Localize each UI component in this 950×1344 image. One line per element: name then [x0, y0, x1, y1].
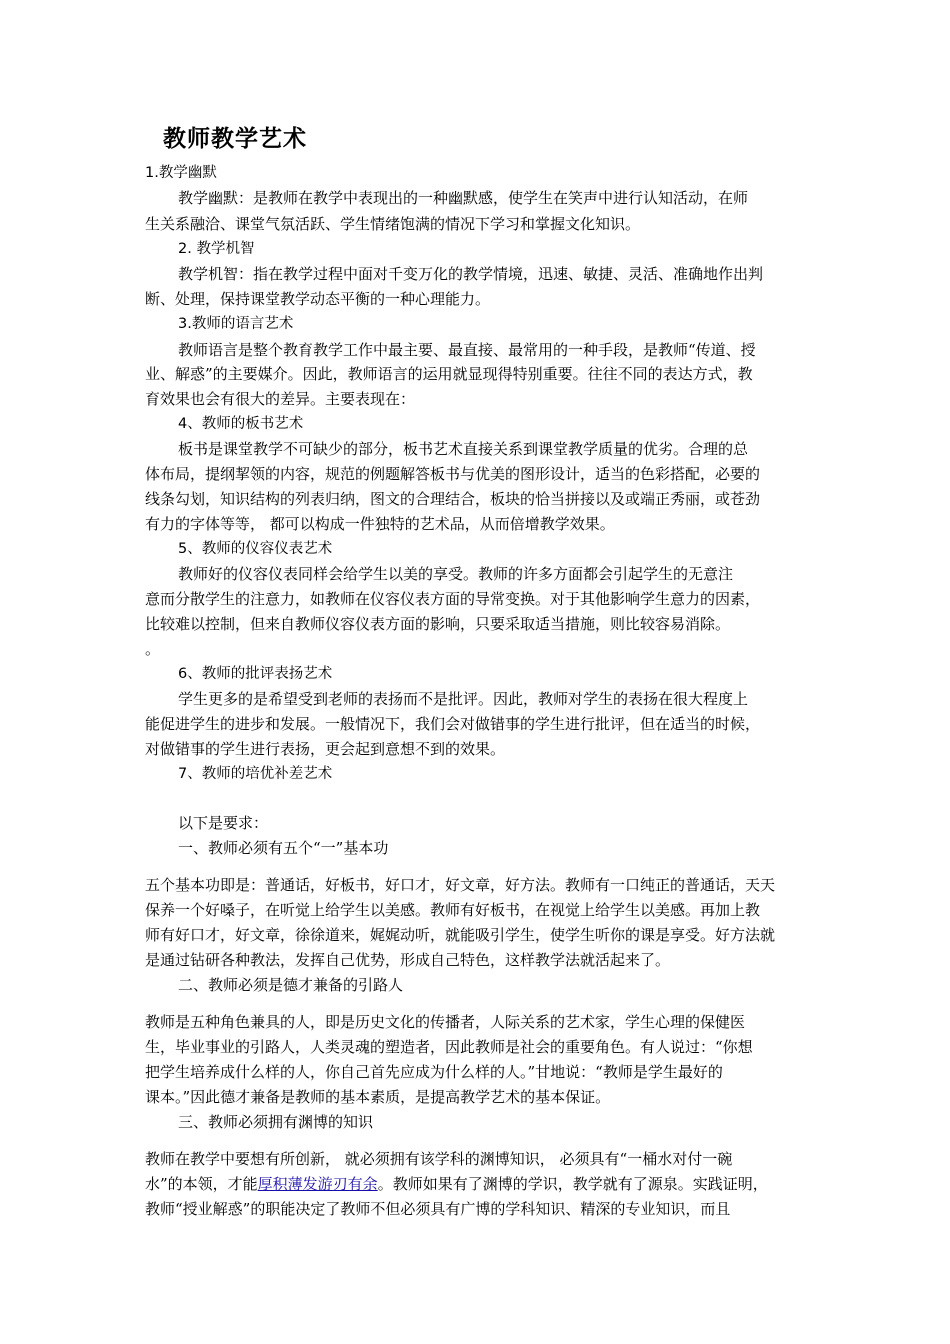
section-heading: 三、教师必须拥有渊博的知识	[178, 1113, 374, 1131]
paragraph-line: 教学机智：指在教学过程中面对千变万化的教学情境，迅速、敏捷、灵活、准确地作出判	[178, 265, 764, 283]
paragraph-line: 师有好口才，好文章，徐徐道来，娓娓动听，就能吸引学生，使学生听你的课是享受。好方法就	[145, 926, 776, 944]
paragraph-line: 教师在教学中要想有所创新， 就必须拥有该学科的渊博知识， 必须具有“一桶水对付一碗	[145, 1150, 733, 1168]
paragraph-line: 线条勾划，知识结构的列表归纳，图文的合理结合，板块的恰当拼接以及或端正秀丽，或苍劲	[145, 490, 761, 508]
paragraph-line: 生关系融洽、课堂气氛活跃、学生情绪饱满的情况下学习和掌握文化知识。	[145, 215, 641, 233]
paragraph-line: 板书是课堂教学不可缺少的部分，板书艺术直接关系到课堂教学质量的优劣。合理的总	[178, 440, 749, 458]
paragraph-line: 以下是要求：	[178, 814, 269, 832]
paragraph-line: 是通过钻研各种教法，发挥自己优势，形成自己特色，这样教学法就活起来了。	[145, 951, 671, 969]
paragraph-line: 有力的字体等等， 都可以构成一件独特的艺术品，从而倍增教学效果。	[145, 515, 615, 533]
paragraph-line: 育效果也会有很大的差异。主要表现在：	[145, 390, 416, 408]
document-title: 教师教学艺术	[163, 126, 307, 152]
paragraph-line: 教师是五种角色兼具的人，即是历史文化的传播者，人际关系的艺术家，学生心理的保健医	[145, 1013, 746, 1031]
paragraph-line: 保养一个好嗓子，在听觉上给学生以美感。教师有好板书，在视觉上给学生以美感。再加上教	[145, 901, 761, 919]
paragraph-line	[145, 1172, 768, 1196]
paragraph-line: 对做错事的学生进行表扬，更会起到意想不到的效果。	[145, 740, 506, 758]
paragraph-line: 学生更多的是希望受到老师的表扬而不是批评。因此，教师对学生的表扬在很大程度上	[178, 690, 749, 708]
paragraph-line: 体布局，提纲挈领的内容，规范的例题解答板书与优美的图形设计，适当的色彩搭配，必要的	[145, 465, 761, 483]
paragraph-line: 。	[145, 640, 161, 658]
paragraph-line: 五个基本功即是：普通话，好板书，好口才，好文章，好方法。教师有一口纯正的普通话，天天	[145, 876, 776, 894]
section-heading: 4、教师的板书艺术	[178, 416, 304, 432]
paragraph-line: 课本。”因此德才兼备是教师的基本素质，是提高教学艺术的基本保证。	[145, 1088, 611, 1106]
paragraph-line: 教师“授业解惑”的职能决定了教师不但必须具有广博的学科知识、精深的专业知识，而且	[145, 1200, 731, 1218]
paragraph-line: 生，毕业事业的引路人，人类灵魂的塑造者，因此教师是社会的重要角色。有人说过：“你想	[145, 1038, 753, 1056]
section-heading: 5、教师的仪容仪表艺术	[178, 541, 333, 557]
paragraph-line: 断、处理，保持课堂教学动态平衡的一种心理能力。	[145, 290, 491, 308]
hyperlink[interactable]: 厚积薄发游刃有余	[257, 1175, 378, 1193]
section-heading: 二、教师必须是德才兼备的引路人	[178, 976, 404, 994]
text-span: 。教师如果有了渊博的学识，教学就有了源泉。实践证明，	[377, 1175, 768, 1193]
paragraph-line: 把学生培养成什么样的人，你自己首先应成为什么样的人。”甘地说：“教师是学生最好的	[145, 1063, 723, 1081]
paragraph-line: 教师语言是整个教育教学工作中最主要、最直接、最常用的一种手段，是教师“传道、授	[178, 341, 756, 359]
paragraph-line: 能促进学生的进步和发展。一般情况下，我们会对做错事的学生进行批评，但在适当的时候，	[145, 715, 761, 733]
paragraph-line: 教学幽默：是教师在教学中表现出的一种幽默感，使学生在笑声中进行认知活动，在师	[178, 189, 749, 207]
section-heading: 3.教师的语言艺术	[178, 316, 294, 332]
paragraph-line: 意而分散学生的注意力，如教师在仪容仪表方面的导常变换。对于其他影响学生意力的因素，	[145, 590, 761, 608]
paragraph-line: 比较难以控制，但来自教师仪容仪表方面的影响，只要采取适当措施，则比较容易消除。	[145, 615, 731, 633]
paragraph-line: 业、解惑”的主要媒介。因此，教师语言的运用就显现得特别重要。往往不同的表达方式，教	[145, 365, 753, 383]
section-heading: 1.教学幽默	[145, 165, 217, 181]
section-heading: 6、教师的批评表扬艺术	[178, 666, 333, 682]
section-heading: 一、教师必须有五个“一”基本功	[178, 839, 389, 857]
section-heading: 2. 教学机智	[178, 241, 255, 257]
text-span: 水”的本领，才能	[145, 1175, 258, 1193]
paragraph-line: 教师好的仪容仪表同样会给学生以美的享受。教师的许多方面都会引起学生的无意注	[178, 565, 734, 583]
section-heading: 7、教师的培优补差艺术	[178, 766, 333, 782]
